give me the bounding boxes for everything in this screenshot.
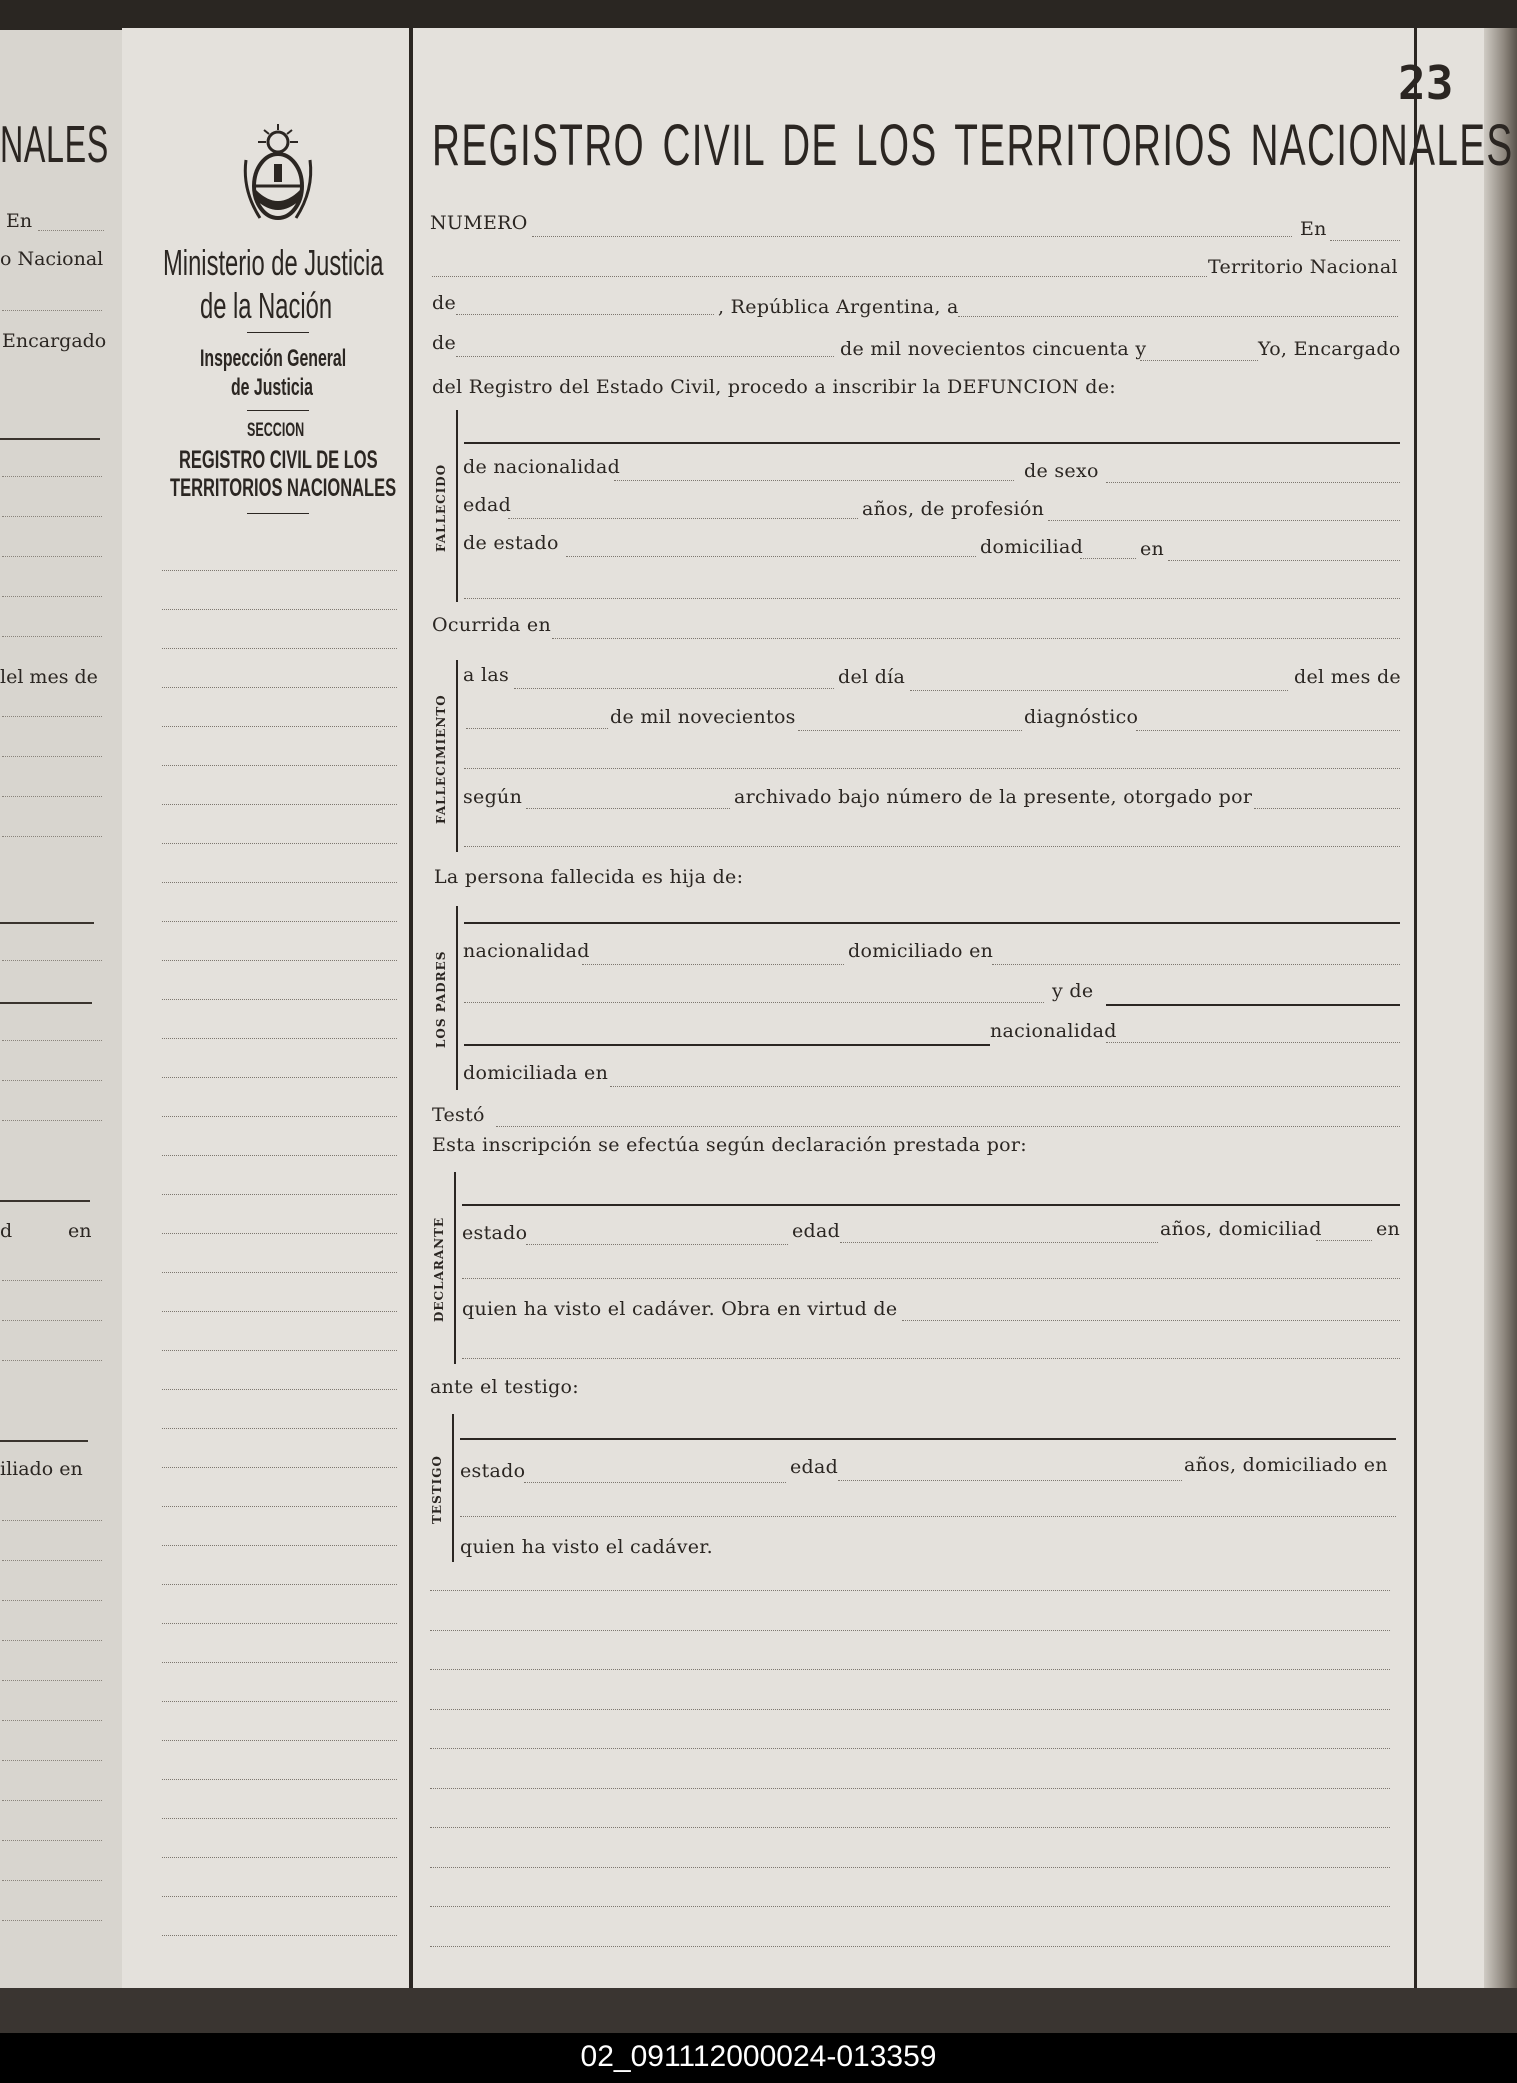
testigo-edad-label: edad: [790, 1456, 839, 1478]
padre-domiciliado-field-2[interactable]: [464, 1002, 1044, 1003]
margin-line: [162, 921, 397, 922]
territorio-label: Territorio Nacional: [1208, 256, 1398, 278]
book-bottom-edge: [0, 1988, 1517, 2033]
registry-line1: REGISTRO CIVIL DE LOS: [179, 446, 378, 474]
image-caption: 02_091112000024-013359: [580, 2040, 937, 2073]
profesion-field[interactable]: [1048, 520, 1400, 521]
padre-nacionalidad-field[interactable]: [582, 964, 844, 965]
segun-field[interactable]: [526, 808, 730, 809]
page-stack-edge: [1484, 28, 1517, 1988]
margin-line: [162, 1935, 397, 1936]
prev-fragment-domiciliado: iliado en: [0, 1458, 83, 1480]
fallecido-en-field[interactable]: [1168, 560, 1400, 561]
registry-line2: TERRITORIOS NACIONALES: [170, 474, 397, 502]
declarante-estado-field[interactable]: [526, 1244, 788, 1245]
sexo-label: de sexo: [1024, 460, 1099, 482]
del-dia-label: del día: [838, 666, 906, 688]
estado-field[interactable]: [566, 556, 976, 557]
margin-line: [162, 999, 397, 1000]
fallecido-extra-field[interactable]: [464, 598, 1400, 599]
otorgado-field-2[interactable]: [464, 846, 1400, 847]
sexo-field[interactable]: [1106, 482, 1400, 483]
a-las-field[interactable]: [514, 688, 834, 689]
notes-line[interactable]: [430, 1748, 1390, 1749]
year-field[interactable]: [1140, 360, 1258, 361]
declarante-edad-label: edad: [792, 1220, 841, 1242]
diagnostico-field-2[interactable]: [464, 768, 1400, 769]
margin-line: [162, 1389, 397, 1390]
margin-line: [162, 1038, 397, 1039]
prev-fragment-nacional: o Nacional: [0, 248, 104, 270]
declarante-side-label: DECLARANTE: [432, 1216, 446, 1322]
inspection-line2: de Justicia: [231, 374, 313, 401]
yo-encargado-label: Yo, Encargado: [1258, 338, 1401, 360]
ministry-line1: Ministerio de Justicia: [163, 242, 384, 283]
year2-field[interactable]: [798, 730, 1022, 731]
padre-domiciliado-field[interactable]: [992, 964, 1400, 965]
del-dia-field[interactable]: [910, 690, 1288, 691]
otorgado-field[interactable]: [1254, 808, 1400, 809]
nacionalidad-field[interactable]: [614, 480, 1014, 481]
notes-line[interactable]: [430, 1630, 1390, 1631]
de2-field[interactable]: [456, 356, 834, 357]
madre-nacionalidad-field[interactable]: [1106, 1042, 1400, 1043]
notes-line[interactable]: [430, 1867, 1390, 1868]
padre-nacionalidad-label: nacionalidad: [463, 940, 590, 962]
margin-line: [162, 1155, 397, 1156]
diagnostico-field[interactable]: [1136, 730, 1400, 731]
testigo-domiciliado-label: años, domiciliado en: [1184, 1454, 1388, 1476]
mil-novecientos-2-label: de mil novecientos: [610, 706, 796, 728]
profesion-label: años, de profesión: [862, 498, 1045, 520]
testigo-edad-field[interactable]: [838, 1480, 1182, 1481]
coat-of-arms-icon: [240, 120, 316, 226]
page-number: 23: [1398, 56, 1454, 110]
nacionalidad-label: de nacionalidad: [463, 456, 621, 478]
padre-name-field[interactable]: [464, 922, 1400, 924]
prev-fragment-d: d: [0, 1220, 13, 1242]
ocurrida-field[interactable]: [552, 638, 1400, 639]
declarante-extra-field[interactable]: [462, 1278, 1400, 1279]
madre-name-field-2[interactable]: [464, 1044, 990, 1046]
edad-label: edad: [463, 494, 512, 516]
domiciliada-field[interactable]: [610, 1086, 1400, 1087]
hija-de-label: La persona fallecida es hija de:: [434, 866, 744, 888]
margin-line: [162, 1623, 397, 1624]
del-mes-label: del mes de: [1294, 666, 1401, 688]
obra-field-2[interactable]: [462, 1358, 1400, 1359]
margin-line: [162, 1116, 397, 1117]
margin-line: [162, 609, 397, 610]
fallecimiento-side-label: FALLECIMIENTO: [434, 694, 448, 824]
margin-line: [162, 1467, 397, 1468]
en-label: En: [1300, 218, 1327, 240]
margin-line: [162, 1311, 397, 1312]
margin-line: [162, 1818, 397, 1819]
margin-line: [162, 882, 397, 883]
mil-novecientos-label: de mil novecientos cincuenta y: [840, 338, 1147, 360]
archivado-label: archivado bajo número de la presente, otorgado por: [734, 786, 1253, 808]
margin-line: [162, 648, 397, 649]
inspection-line1: Inspección General: [200, 345, 347, 372]
declarante-en-label: en: [1376, 1218, 1401, 1240]
en-field[interactable]: [1330, 240, 1400, 241]
margin-line: [162, 1740, 397, 1741]
numero-label: NUMERO: [430, 212, 528, 234]
declarante-edad-field[interactable]: [840, 1242, 1158, 1243]
a-las-label: a las: [463, 664, 510, 686]
declarante-name-field[interactable]: [462, 1204, 1400, 1206]
a-field[interactable]: [958, 316, 1398, 317]
fallecido-side-label: FALLECIDO: [434, 463, 448, 552]
domiciliad-field[interactable]: [1080, 558, 1136, 559]
testigo-estado-label: estado: [460, 1460, 526, 1482]
obra-field[interactable]: [902, 1320, 1400, 1321]
madre-nacionalidad-label: nacionalidad: [990, 1020, 1117, 1042]
testigo-quien-label: quien ha visto el cadáver.: [460, 1536, 713, 1558]
margin-line: [162, 1545, 397, 1546]
prev-title-fragment: NALES: [0, 116, 109, 174]
prev-fragment-mes: lel mes de: [0, 666, 98, 688]
testigo-estado-field[interactable]: [524, 1482, 786, 1483]
margin-line: [162, 570, 397, 571]
ante-testigo-label: ante el testigo:: [430, 1376, 579, 1398]
registro-line: del Registro del Estado Civil, procedo a inscribir la DEFUNCION de:: [432, 376, 1116, 398]
margin-line: [162, 726, 397, 727]
edad-field[interactable]: [508, 518, 858, 519]
margin-line: [162, 687, 397, 688]
margin-line: [162, 960, 397, 961]
de-label: de: [432, 292, 457, 314]
prev-fragment-en2: en: [68, 1220, 92, 1242]
testigo-extra-field[interactable]: [460, 1516, 1396, 1517]
margin-line: [162, 1077, 397, 1078]
dia-num-field[interactable]: [466, 728, 608, 729]
notes-line[interactable]: [430, 1906, 1390, 1907]
margin-line: [162, 1428, 397, 1429]
margin-line: [162, 1779, 397, 1780]
prev-fragment-en: En: [6, 210, 33, 232]
testo-label: Testó: [432, 1104, 485, 1126]
domiciliad-label: domiciliad: [980, 536, 1084, 558]
numero-field[interactable]: [532, 236, 1292, 237]
margin-line: [162, 1272, 397, 1273]
notes-line[interactable]: [430, 1590, 1390, 1591]
notes-line[interactable]: [430, 1788, 1390, 1789]
testigo-side-label: TESTIGO: [430, 1455, 444, 1524]
domiciliada-label: domiciliada en: [463, 1062, 609, 1084]
notes-line[interactable]: [430, 1709, 1390, 1710]
margin-line: [162, 804, 397, 805]
padres-side-label: LOS PADRES: [434, 950, 448, 1048]
margin-line: [162, 1506, 397, 1507]
form-title: REGISTRO CIVIL DE LOS TERRITORIOS NACIONALES: [432, 113, 1514, 178]
padre-domiciliado-label: domiciliado en: [848, 940, 994, 962]
section-label: SECCION: [247, 420, 305, 441]
diagnostico-label: diagnóstico: [1024, 706, 1139, 728]
estado-label: de estado: [463, 532, 559, 554]
de-field[interactable]: [456, 314, 714, 315]
margin-line: [162, 1350, 397, 1351]
fallecido-name-field[interactable]: [464, 442, 1400, 444]
margin-line: [162, 843, 397, 844]
margin-line: [162, 1194, 397, 1195]
margin-line: [162, 765, 397, 766]
margin-line: [162, 1584, 397, 1585]
fallecido-en-label: en: [1140, 538, 1165, 560]
notes-line[interactable]: [430, 1827, 1390, 1828]
y-de-label: y de: [1052, 980, 1094, 1002]
declarante-domiciliad-field[interactable]: [1316, 1240, 1372, 1241]
margin-line: [162, 1896, 397, 1897]
margin-line: [162, 1233, 397, 1234]
ocurrida-label: Ocurrida en: [432, 614, 552, 636]
ministry-line2: de la Nación: [200, 285, 333, 326]
de2-label: de: [432, 332, 457, 354]
declarante-estado-label: estado: [462, 1222, 528, 1244]
margin-line: [162, 1662, 397, 1663]
margin-line: [162, 1701, 397, 1702]
notes-line[interactable]: [430, 1669, 1390, 1670]
prev-fragment-encargado: Encargado: [2, 330, 107, 352]
madre-name-field[interactable]: [1106, 1004, 1400, 1006]
declarante-quien-label: quien ha visto el cadáver. Obra en virtud de: [462, 1298, 898, 1320]
testo-field[interactable]: [496, 1126, 1400, 1127]
territorio-field[interactable]: [432, 276, 1207, 277]
declaracion-label: Esta inscripción se efectúa según declaración prestada por:: [432, 1134, 1028, 1156]
notes-line[interactable]: [430, 1946, 1390, 1947]
previous-page-edge: [0, 30, 125, 1988]
segun-label: según: [463, 786, 523, 808]
margin-line: [162, 1857, 397, 1858]
declarante-domiciliad-label: años, domiciliad: [1160, 1218, 1322, 1240]
testigo-name-field[interactable]: [460, 1438, 1396, 1440]
republica-label: , República Argentina, a: [718, 296, 959, 318]
